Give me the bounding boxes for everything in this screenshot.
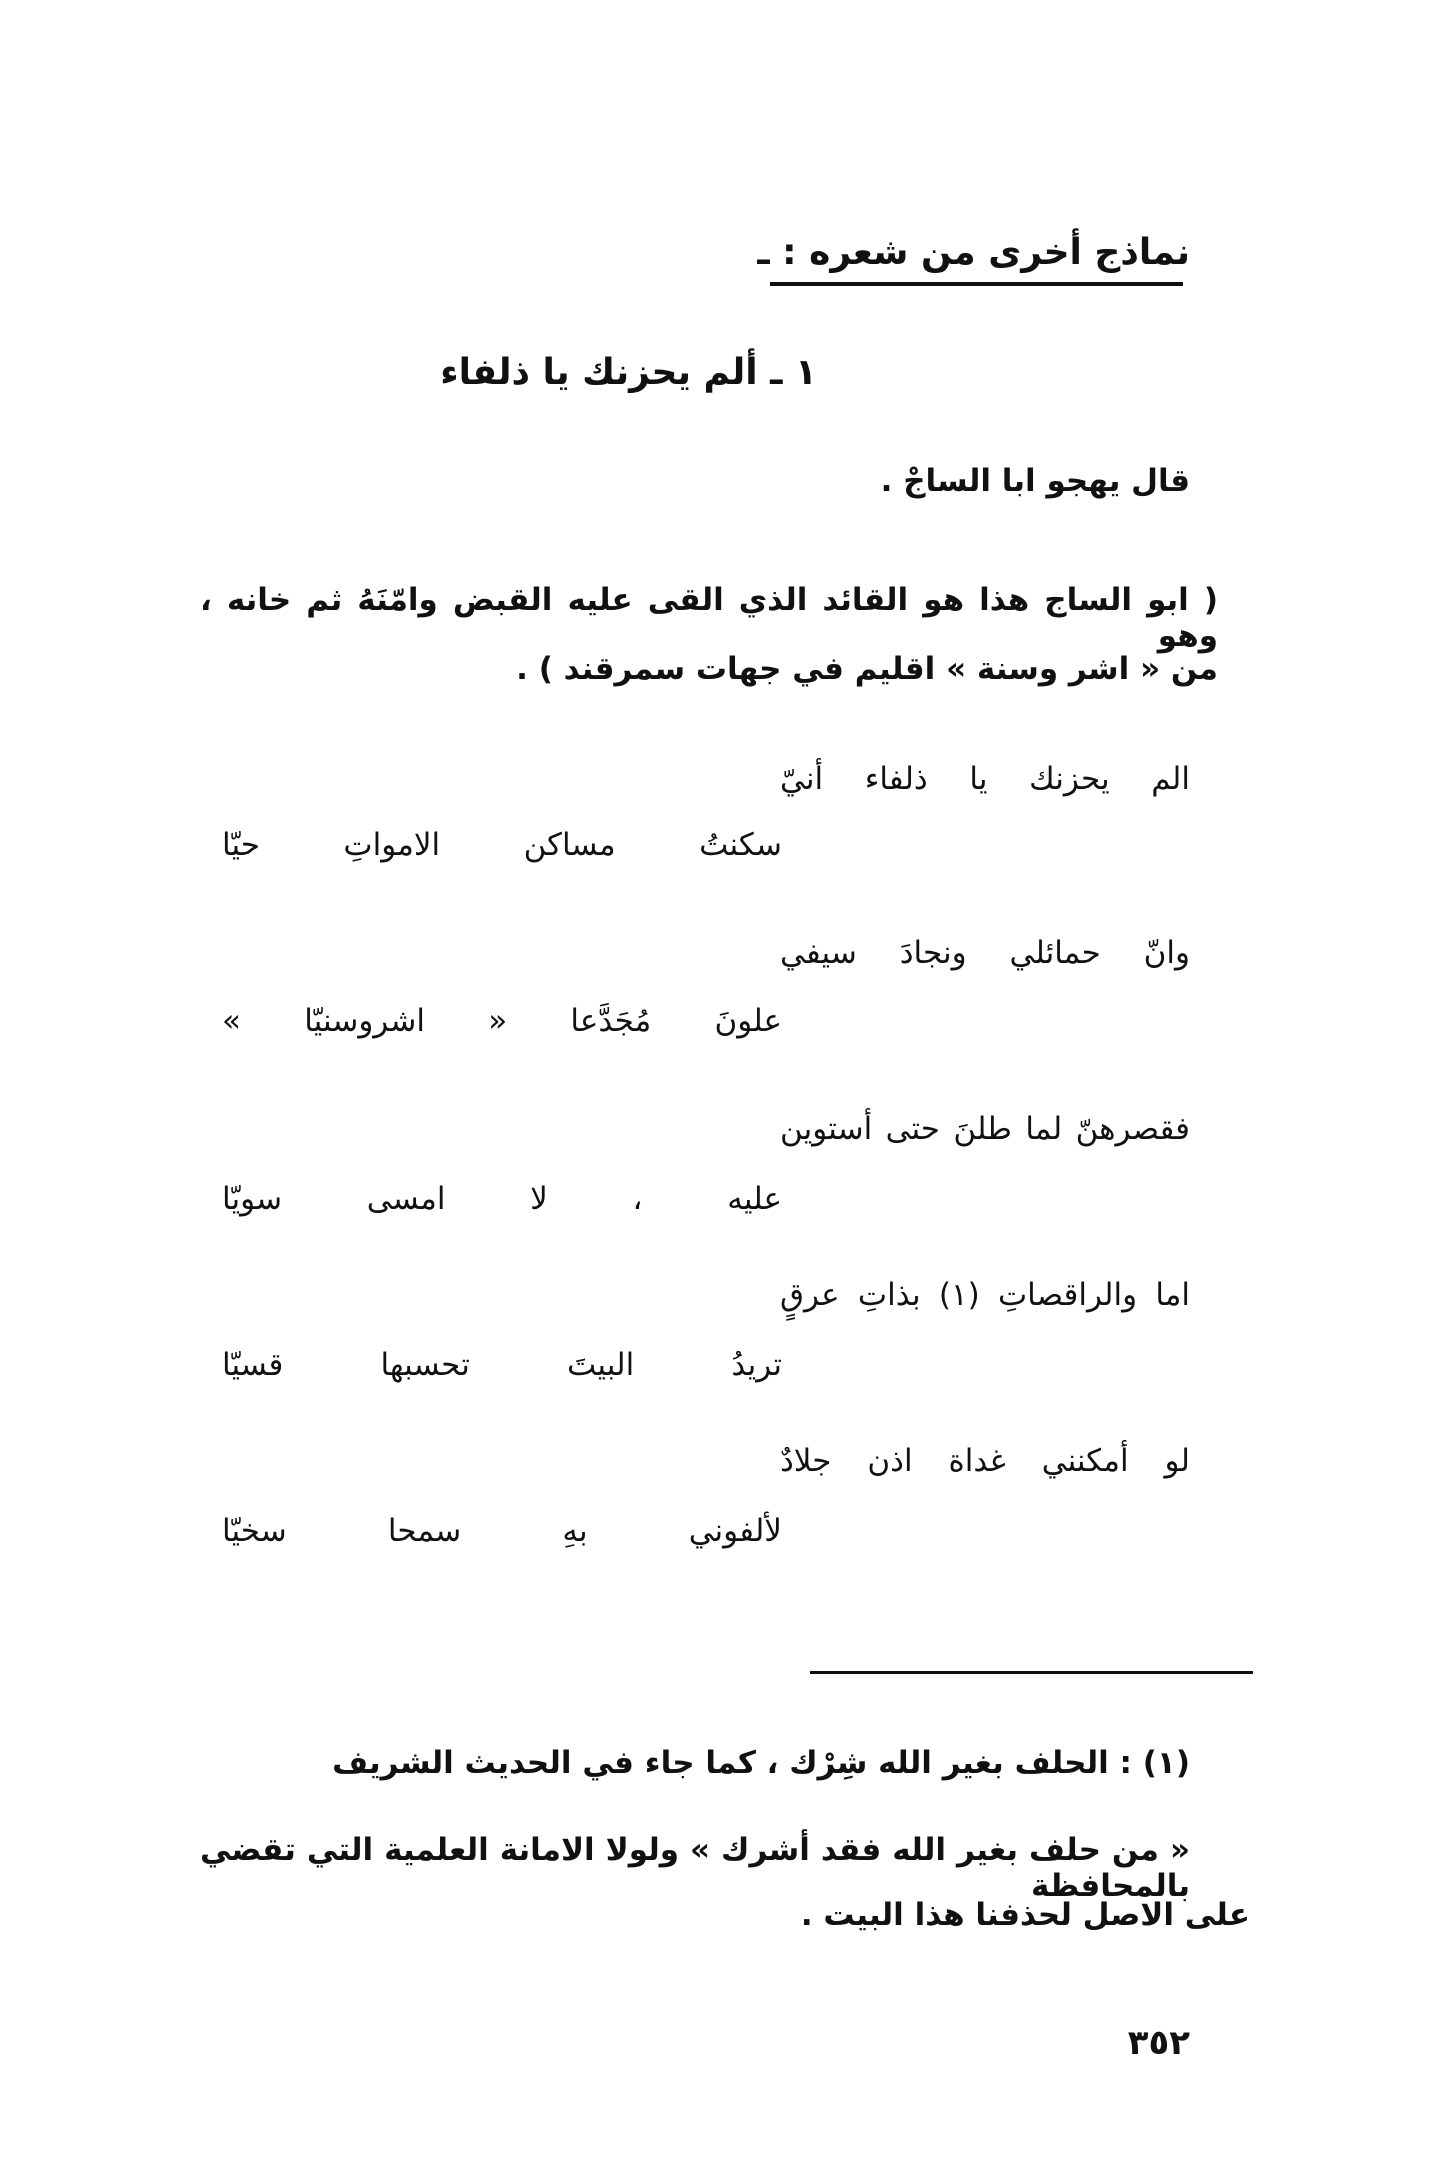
heading-underline bbox=[770, 282, 1183, 286]
page-number: ٣٥٢ bbox=[1127, 2023, 1190, 2063]
footnote-line: على الاصل لحذفنا هذا البيت . bbox=[800, 1897, 1250, 1933]
verse-second-hemistich: لألفوني بهِ سمحا سخيّا bbox=[222, 1513, 782, 1549]
verse-first-hemistich: فقصرهنّ لما طلنَ حتى أستوين bbox=[780, 1111, 1190, 1147]
verse-first-hemistich: اما والراقصاتِ (١) بذاتِ عرقٍ bbox=[780, 1277, 1191, 1313]
note-line: من « اشر وسنة » اقليم في جهات سمرقند ) . bbox=[516, 651, 1218, 687]
verse-second-hemistich: علونَ مُجَدَّعا « اشروسنيّا » bbox=[222, 1003, 782, 1039]
footnote-separator bbox=[810, 1671, 1253, 1674]
verse-second-hemistich: سكنتُ مساكن الامواتِ حيّا bbox=[222, 827, 782, 863]
verse-second-hemistich: عليه ، لا امسى سويّا bbox=[222, 1181, 782, 1217]
poem-intro: قال يهجو ابا الساجْ . bbox=[880, 463, 1190, 499]
verse-first-hemistich: لو أمكنني غداة اذن جلادٌ bbox=[780, 1443, 1190, 1479]
verse-first-hemistich: وانّ حمائلي ونجادَ سيفي bbox=[780, 935, 1190, 971]
footnote-line: « من حلف بغير الله فقد أشرك » ولولا الامانة العلمية التي تقضي بالمحافظة bbox=[200, 1832, 1190, 1904]
section-heading: نماذج أخرى من شعره : ـ bbox=[757, 232, 1190, 273]
note-line: ( ابو الساج هذا هو القائد الذي القى عليه القبض وامّنَهُ ثم خانه ، وهو bbox=[200, 582, 1218, 654]
verse-second-hemistich: تريدُ البيتَ تحسبها قسيّا bbox=[222, 1347, 782, 1383]
poem-title: ١ ـ ألم يحزنك يا ذلفاء bbox=[440, 352, 817, 393]
verse-first-hemistich: الم يحزنك يا ذلفاء أنيّ bbox=[780, 761, 1190, 797]
footnote-line: (١) : الحلف بغير الله شِرْك ، كما جاء في الحديث الشريف bbox=[332, 1745, 1190, 1781]
